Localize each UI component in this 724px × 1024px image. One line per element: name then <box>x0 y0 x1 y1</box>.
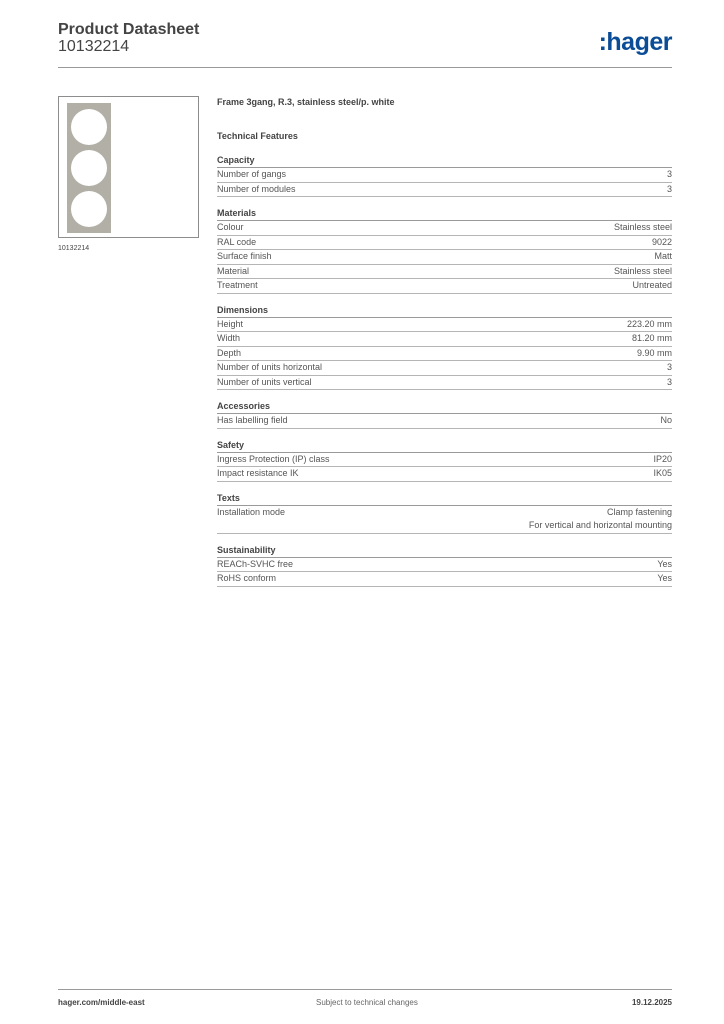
product-number: 10132214 <box>58 38 130 55</box>
product-image <box>58 96 199 238</box>
section-title: Capacity <box>217 154 672 168</box>
product-name: Frame 3gang, R.3, stainless steel/p. white <box>217 97 395 107</box>
spec-value: 9.90 mm <box>636 347 672 358</box>
spec-value: Yes <box>657 558 672 569</box>
spec-row <box>217 453 672 468</box>
socket-opening-icon <box>71 191 107 227</box>
spec-value: Untreated <box>632 280 672 290</box>
spec-value: Stainless steel <box>613 222 672 232</box>
spec-value: 223.20 mm <box>626 318 672 329</box>
spec-label: Depth <box>217 347 242 358</box>
spec-label: Impact resistance IK <box>217 468 299 478</box>
section-title: Dimensions <box>217 304 672 318</box>
spec-label: Installation mode <box>217 506 286 517</box>
footer-website-link[interactable]: hager.com/middle-east <box>58 998 145 1007</box>
footer-divider <box>58 989 672 990</box>
datasheet-content <box>217 96 672 587</box>
spec-row <box>217 279 672 294</box>
spec-value: Matt <box>654 251 672 261</box>
spec-label: Number of gangs <box>217 169 287 179</box>
spec-row <box>217 467 672 482</box>
spec-value-line: For vertical and horizontal mounting <box>528 520 672 530</box>
spec-row <box>217 221 672 236</box>
section-title: Texts <box>217 492 672 506</box>
spec-label: Has labelling field <box>217 415 288 425</box>
spec-row <box>217 414 672 429</box>
spec-row <box>217 347 672 362</box>
technical-features-heading: Technical Features <box>217 131 298 141</box>
spec-label: Ingress Protection (IP) class <box>217 453 330 464</box>
spec-row <box>217 361 672 376</box>
hager-logo <box>599 28 672 57</box>
spec-row <box>217 318 672 333</box>
section-texts <box>217 492 672 534</box>
section-dimensions <box>217 304 672 391</box>
spec-value: 3 <box>666 362 672 372</box>
spec-label: Number of modules <box>217 183 296 194</box>
spec-value: No <box>660 415 672 425</box>
spec-value: Yes <box>657 573 672 583</box>
spec-value-line: Clamp fastening <box>606 506 672 517</box>
spec-label: Treatment <box>217 280 258 290</box>
spec-value: IK05 <box>653 468 672 478</box>
page-title: Product Datasheet <box>58 21 200 38</box>
footer-note: Subject to technical changes <box>316 998 418 1007</box>
section-title: Sustainability <box>217 544 672 558</box>
spec-value: 3 <box>666 376 672 387</box>
spec-row <box>217 376 672 391</box>
logo-text: hager <box>606 28 672 56</box>
spec-row <box>217 506 672 534</box>
spec-row <box>217 572 672 587</box>
spec-row <box>217 183 672 198</box>
section-title: Accessories <box>217 400 672 414</box>
spec-value: IP20 <box>653 453 672 464</box>
header-divider <box>58 67 672 68</box>
section-safety <box>217 439 672 482</box>
spec-label: Height <box>217 318 244 329</box>
spec-label: RAL code <box>217 236 257 247</box>
section-sustainability <box>217 544 672 587</box>
footer-date: 19.12.2025 <box>631 998 672 1007</box>
spec-row <box>217 236 672 251</box>
section-title: Materials <box>217 207 672 221</box>
spec-label: Number of units vertical <box>217 376 312 387</box>
spec-value: Stainless steel <box>613 265 672 276</box>
socket-opening-icon <box>71 150 107 186</box>
section-materials <box>217 207 672 294</box>
spec-value: 3 <box>666 169 672 179</box>
spec-row <box>217 250 672 265</box>
logo-dots-icon: : <box>598 28 607 56</box>
section-title: Safety <box>217 439 672 453</box>
spec-label: Colour <box>217 222 244 232</box>
spec-row <box>217 168 672 183</box>
spec-value: 3 <box>666 183 672 194</box>
frame-illustration <box>67 103 111 233</box>
spec-value: 81.20 mm <box>631 333 672 343</box>
spec-value <box>529 506 672 533</box>
spec-row <box>217 332 672 347</box>
image-caption: 10132214 <box>58 245 90 252</box>
spec-label: Surface finish <box>217 251 272 261</box>
spec-label: Number of units horizontal <box>217 362 323 372</box>
spec-row <box>217 558 672 573</box>
socket-opening-icon <box>71 109 107 145</box>
spec-label: Material <box>217 265 250 276</box>
spec-value: 9022 <box>651 236 672 247</box>
spec-label: Width <box>217 333 241 343</box>
spec-label: RoHS conform <box>217 573 277 583</box>
spec-label: REACh-SVHC free <box>217 558 294 569</box>
section-capacity <box>217 154 672 197</box>
section-accessories <box>217 400 672 429</box>
spec-row <box>217 265 672 280</box>
